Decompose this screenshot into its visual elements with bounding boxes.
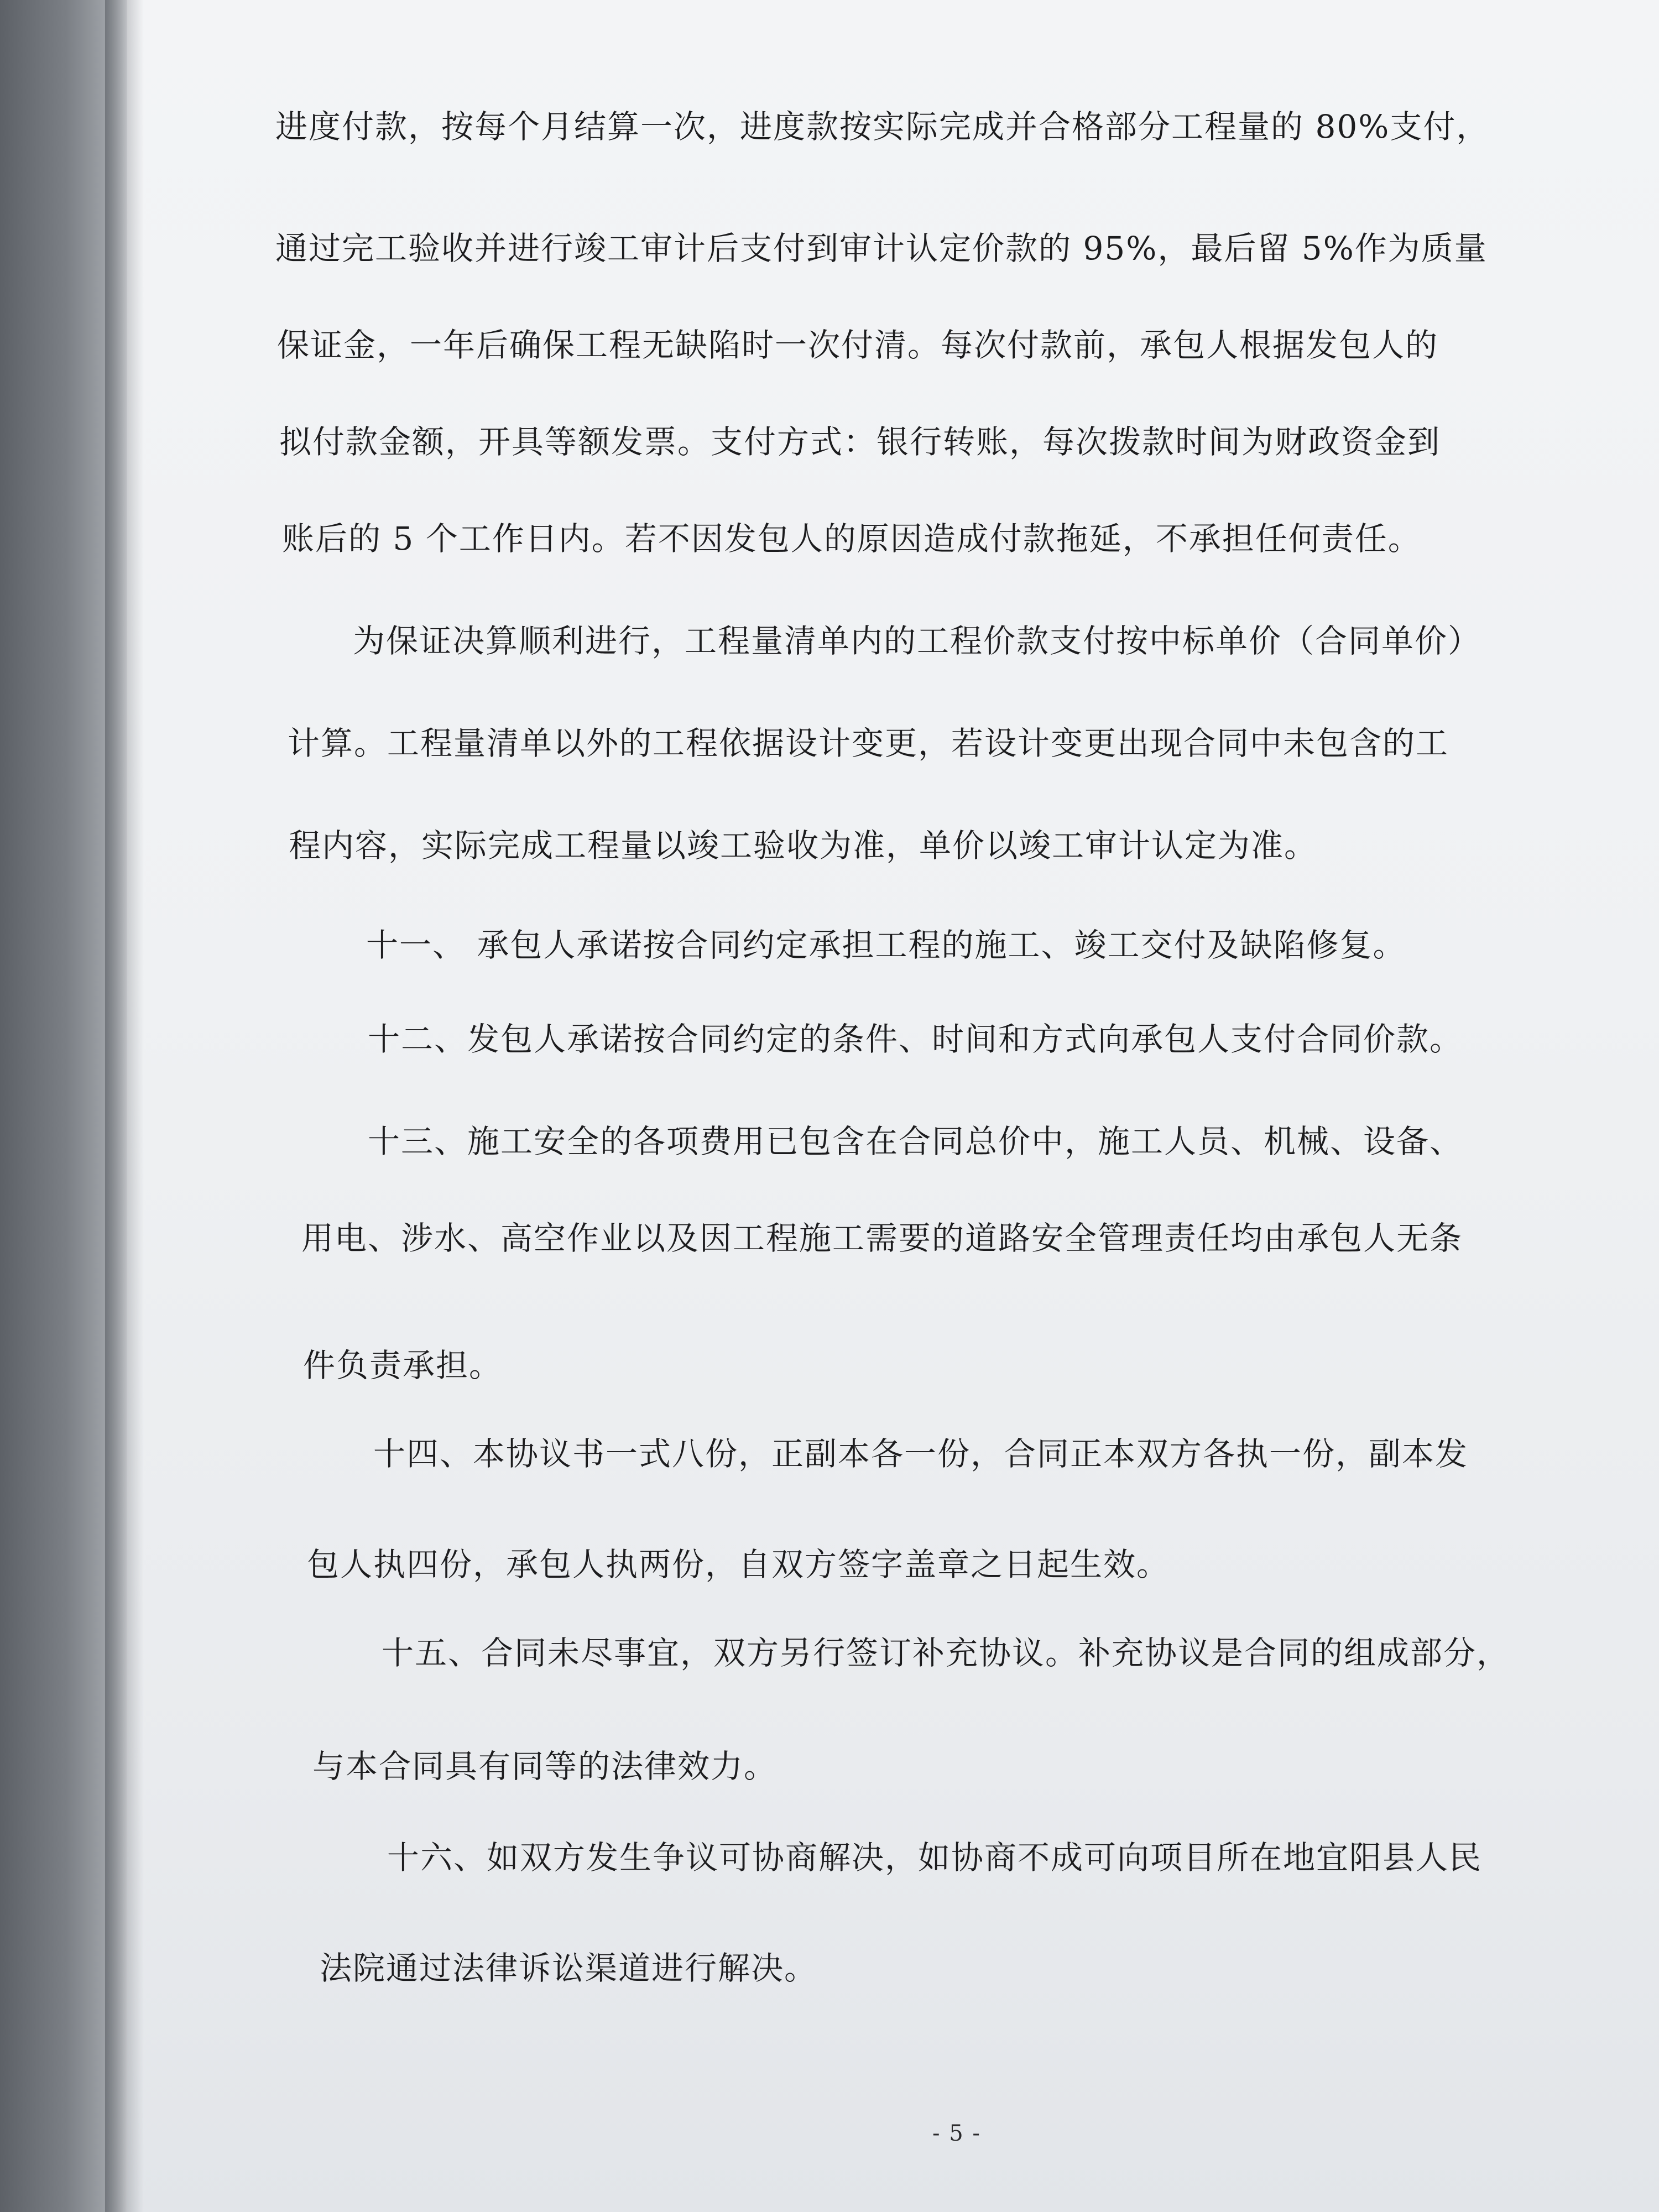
text-line: 十六、如双方发生争议可协商解决，如协商不成可向项目所在地宜阳县人民 xyxy=(387,1839,1483,1876)
text-line: 拟付款金额，开具等额发票。支付方式：银行转账，每次拨款时间为财政资金到 xyxy=(279,423,1441,461)
text-line: 包人执四份，承包人执两份，自双方签字盖章之日起生效。 xyxy=(307,1546,1170,1583)
text-line: 法院通过法律诉讼渠道进行解决。 xyxy=(320,1949,818,1987)
text-line: 与本合同具有同等的法律效力。 xyxy=(312,1747,778,1785)
document-page xyxy=(127,0,1659,2212)
text-line: 保证金，一年后确保工程无缺陷时一次付清。每次付款前，承包人根据发包人的 xyxy=(277,326,1439,364)
text-line: 十三、施工安全的各项费用已包含在合同总价中，施工人员、机械、设备、 xyxy=(368,1123,1463,1160)
document-body xyxy=(127,0,1659,2212)
text-line: 进度付款，按每个月结算一次，进度款按实际完成并合格部分工程量的 80%支付， xyxy=(275,108,1490,145)
text-line: 十五、合同未尽事宜，双方另行签订补充协议。补充协议是合同的组成部分， xyxy=(382,1634,1510,1672)
text-line: 十一、 承包人承诺按合同约定承担工程的施工、竣工交付及缺陷修复。 xyxy=(366,926,1406,964)
text-line: 用电、涉水、高空作业以及因工程施工需要的道路安全管理责任均由承包人无条 xyxy=(301,1219,1463,1257)
page-number: - 5 - xyxy=(932,2121,981,2146)
page-edge-shadow xyxy=(105,0,144,2212)
text-line: 为保证决算顺利进行，工程量清单内的工程价款支付按中标单价（合同单价） xyxy=(353,622,1481,660)
text-line: 通过完工验收并进行竣工审计后支付到审计认定价款的 95%，最后留 5%作为质量 xyxy=(275,229,1488,267)
text-line: 十二、发包人承诺按合同约定的条件、时间和方式向承包人支付合同价款。 xyxy=(368,1020,1463,1058)
text-line: 程内容，实际完成工程量以竣工验收为准，单价以竣工审计认定为准。 xyxy=(289,827,1318,864)
text-line: 账后的 5 个工作日内。若不因发包人的原因造成付款拖延，不承担任何责任。 xyxy=(282,520,1421,557)
text-line: 件负责承担。 xyxy=(303,1347,503,1384)
text-line: 十四、本协议书一式八份，正副本各一份，合同正本双方各执一份，副本发 xyxy=(373,1435,1469,1473)
text-line: 计算。工程量清单以外的工程依据设计变更，若设计变更出现合同中未包含的工 xyxy=(288,724,1449,762)
